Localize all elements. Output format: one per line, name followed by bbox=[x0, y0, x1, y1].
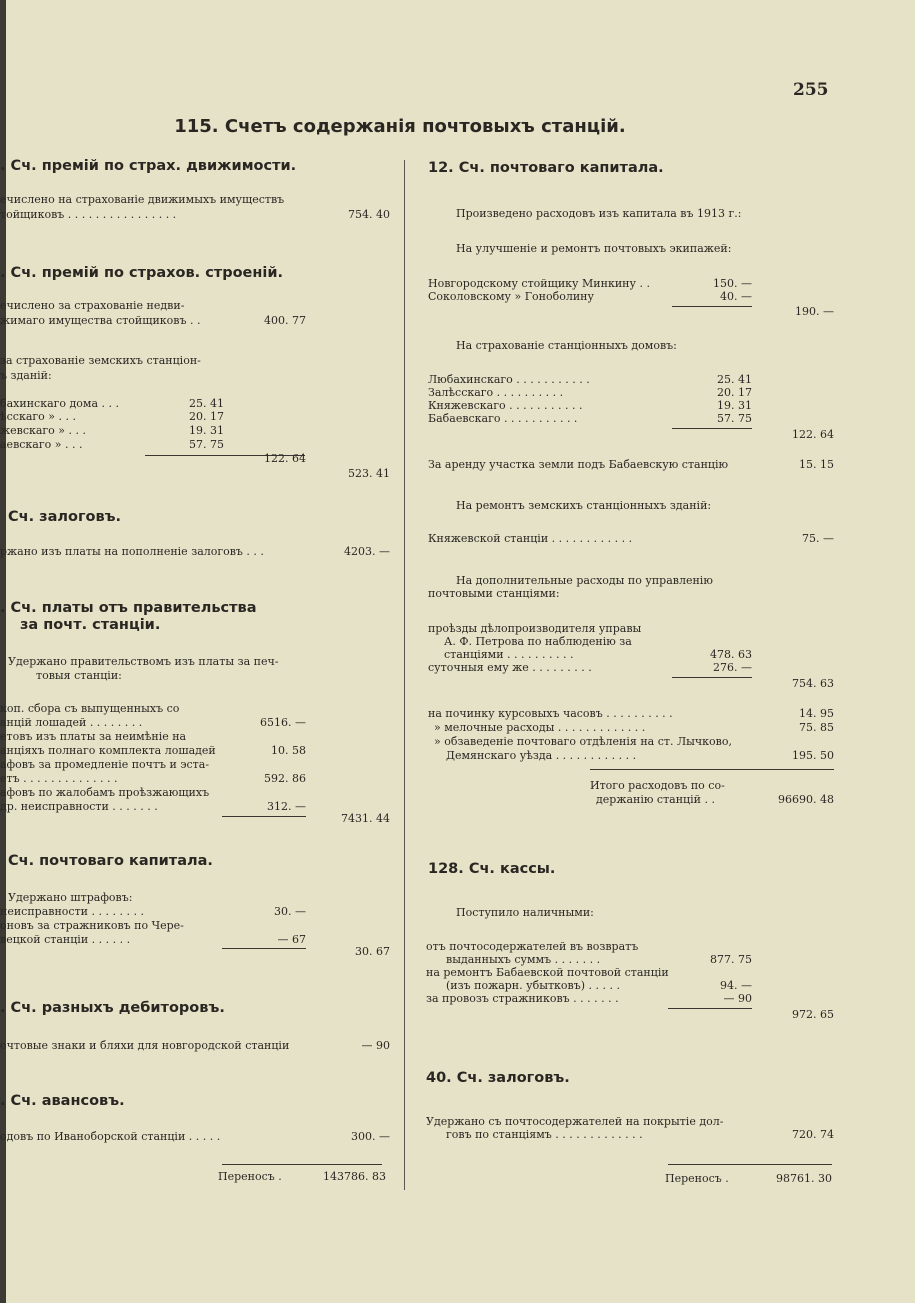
amount: 592. 86 bbox=[264, 772, 306, 785]
sum-rule bbox=[668, 1008, 752, 1009]
text-line: анціяхъ полнаго комплекта лошадей bbox=[0, 744, 216, 757]
amount: 25. 41 bbox=[717, 373, 752, 386]
text-line: за провозъ стражниковъ . . . . . . . bbox=[426, 992, 619, 1005]
text-line: Произведено расходовъ изъ капитала въ 1913 г.: bbox=[456, 207, 742, 220]
carry-rule bbox=[668, 1164, 832, 1165]
sum-rule bbox=[672, 306, 752, 307]
text-line: етовъ изъ платы за неимѣніе на bbox=[0, 730, 187, 743]
amount: 57. 75 bbox=[189, 438, 224, 451]
amount: 75. — bbox=[802, 532, 834, 545]
amount: 75. 85 bbox=[799, 721, 834, 734]
sum-rule bbox=[590, 769, 834, 770]
section-heading: 40. Сч. залоговъ. bbox=[426, 1070, 570, 1086]
sum-rule bbox=[672, 677, 752, 678]
amount: 57. 75 bbox=[717, 412, 752, 425]
text-line: тойщиковъ . . . . . . . . . . . . . . . . bbox=[0, 208, 177, 221]
page-number: 255 bbox=[793, 80, 829, 100]
amount: 300. — bbox=[351, 1130, 390, 1143]
amount: 150. — bbox=[713, 277, 752, 290]
section-heading: 128. Сч. кассы. bbox=[428, 861, 556, 877]
text-line: ъ зданій: bbox=[0, 369, 52, 382]
carry-rule bbox=[222, 1164, 382, 1165]
text-line: очтовые знаки и бляхи для новгородской станціи bbox=[0, 1039, 290, 1052]
section-heading: Сч. залоговъ. bbox=[8, 509, 122, 525]
text-line: вецкой станціи . . . . . . bbox=[0, 933, 131, 946]
amount: 312. — bbox=[267, 800, 306, 813]
carry-label: Переносъ . bbox=[218, 1170, 282, 1183]
text-line: Соколовскому » Гоноболину bbox=[428, 290, 594, 303]
text-line: неисправности . . . . . . . . bbox=[0, 905, 144, 918]
text-line: анцій лошадей . . . . . . . . bbox=[0, 716, 143, 729]
amount: 195. 50 bbox=[792, 749, 834, 762]
amount: 877. 75 bbox=[710, 953, 752, 966]
amount: — 90 bbox=[723, 992, 752, 1005]
amount: 94. — bbox=[720, 979, 752, 992]
amount: 754. 40 bbox=[348, 208, 390, 221]
text-line: отъ почтосодержателей въ возвратъ bbox=[426, 940, 639, 953]
carry-value: 143786. 83 bbox=[323, 1170, 386, 1183]
text-line: проѣзды дѣлопроизводителя управы bbox=[428, 622, 642, 635]
subtotal: 754. 63 bbox=[792, 677, 834, 690]
carry-label: Переносъ . bbox=[665, 1172, 729, 1185]
total: 972. 65 bbox=[792, 1008, 834, 1021]
subtotal: 122. 64 bbox=[264, 452, 306, 465]
amount: — 90 bbox=[361, 1039, 390, 1052]
amount: 20. 17 bbox=[717, 386, 752, 399]
text-line: На ремонтъ земскихъ станціонныхъ зданій: bbox=[456, 499, 712, 512]
sum-rule bbox=[222, 816, 306, 817]
text-line: держанію станцій . . bbox=[596, 793, 715, 806]
text-line: етъ . . . . . . . . . . . . . . bbox=[0, 772, 118, 785]
amount: 400. 77 bbox=[264, 314, 306, 327]
text-line: » мелочные расходы . . . . . . . . . . . . . bbox=[434, 721, 646, 734]
text-line: станціями . . . . . . . . . . bbox=[444, 648, 574, 661]
text-line: На страхованіе станціонныхъ домовъ: bbox=[456, 339, 677, 352]
amount: 478. 63 bbox=[710, 648, 752, 661]
section-heading: . Сч. премій по страхов. строеній. bbox=[0, 265, 284, 281]
text-line: На дополнительные расходы по управленію bbox=[456, 574, 713, 587]
section-heading: 12. Сч. почтоваго капитала. bbox=[428, 160, 664, 176]
section-heading: . Сч. платы отъ правительства bbox=[0, 600, 257, 616]
text-line: выданныхъ суммъ . . . . . . . bbox=[446, 953, 601, 966]
sum-rule bbox=[222, 948, 306, 949]
total: 96690. 48 bbox=[778, 793, 834, 806]
amount: 19. 31 bbox=[189, 424, 224, 437]
total: 7431. 44 bbox=[341, 812, 390, 825]
text-line: » обзаведеніе почтоваго отдѣленія на ст. Лычково, bbox=[434, 735, 732, 748]
amount: 720. 74 bbox=[792, 1128, 834, 1141]
text-line: Удержано съ почтосодержателей на покрытіе дол- bbox=[426, 1115, 724, 1128]
amount: 30. — bbox=[274, 905, 306, 918]
amount: 19. 31 bbox=[717, 399, 752, 412]
text-line: Удержано штрафовъ: bbox=[8, 891, 133, 904]
text-line: ѣсскаго » . . . bbox=[0, 410, 76, 423]
text-line: жевскаго » . . . bbox=[0, 424, 87, 437]
text-line: за страхованіе земскихъ станціон- bbox=[0, 354, 201, 367]
text-line: Залѣсскаго . . . . . . . . . . bbox=[428, 386, 564, 399]
section-heading: Сч. почтоваго капитала. bbox=[8, 853, 213, 869]
column-divider bbox=[404, 160, 405, 1190]
page-title: 115. Счетъ содержанія почтовыхъ станцій. bbox=[174, 116, 626, 137]
section-heading: . Сч. премій по страх. движимости. bbox=[0, 158, 297, 174]
sum-rule bbox=[672, 428, 752, 429]
text-line: А. Ф. Петрова по наблюденію за bbox=[444, 635, 632, 648]
text-line: Княжевской станціи . . . . . . . . . . . . bbox=[428, 532, 633, 545]
subtotal: 122. 64 bbox=[792, 428, 834, 441]
amount: — 67 bbox=[277, 933, 306, 946]
text-line: одовъ по Иваноборской станціи . . . . . bbox=[0, 1130, 221, 1143]
text-line: коп. сбора съ выпущенныхъ со bbox=[0, 702, 180, 715]
text-line: ечислено на страхованіе движимыхъ имуществъ bbox=[0, 193, 285, 206]
text-line: на починку курсовыхъ часовъ . . . . . . . . . . bbox=[428, 707, 673, 720]
text-line: говъ по станціямъ . . . . . . . . . . . . . bbox=[446, 1128, 643, 1141]
text-line: За аренду участка земли подъ Бабаевскую станцію bbox=[428, 458, 729, 471]
amount: 4203. — bbox=[344, 545, 390, 558]
total: 523. 41 bbox=[348, 467, 390, 480]
text-line: (изъ пожарн. убытковъ) . . . . . bbox=[446, 979, 620, 992]
amount: 276. — bbox=[713, 661, 752, 674]
text-line: Княжевскаго . . . . . . . . . . . bbox=[428, 399, 583, 412]
text-line: На улучшеніе и ремонтъ почтовыхъ экипажей: bbox=[456, 242, 732, 255]
text-line: оновъ за стражниковъ по Чере- bbox=[0, 919, 184, 932]
amount: 40. — bbox=[720, 290, 752, 303]
amount: 6516. — bbox=[260, 716, 306, 729]
text-line: Демянскаго уѣзда . . . . . . . . . . . . bbox=[446, 749, 637, 762]
section-heading: за почт. станціи. bbox=[20, 617, 161, 633]
amount: 25. 41 bbox=[189, 397, 224, 410]
text-line: Новгородскому стойщику Минкину . . bbox=[428, 277, 650, 290]
text-line: ржано изъ платы на пополненіе залоговъ . . . bbox=[0, 545, 264, 558]
carry-value: 98761. 30 bbox=[776, 1172, 832, 1185]
text-line: Поступило наличными: bbox=[456, 906, 594, 919]
text-line: почтовыми станціями: bbox=[428, 587, 560, 600]
text-line: Любахинскаго . . . . . . . . . . . bbox=[428, 373, 590, 386]
text-line: на ремонтъ Бабаевской почтовой станціи bbox=[426, 966, 669, 979]
section-heading: . Сч. разныхъ дебиторовъ. bbox=[0, 1000, 225, 1016]
text-line: афовъ за промедленіе почтъ и эста- bbox=[0, 758, 210, 771]
text-line: ечислено за страхованіе недви- bbox=[0, 299, 185, 312]
text-line: др. неисправности . . . . . . . bbox=[0, 800, 158, 813]
amount: 14. 95 bbox=[799, 707, 834, 720]
section-heading: . Сч. авансовъ. bbox=[0, 1093, 125, 1109]
amount: 20. 17 bbox=[189, 410, 224, 423]
amount: 10. 58 bbox=[271, 744, 306, 757]
text-line: Бабаевскаго . . . . . . . . . . . bbox=[428, 412, 578, 425]
text-line: бахинскаго дома . . . bbox=[0, 397, 120, 410]
text-line: аевскаго » . . . bbox=[0, 438, 83, 451]
text-line: Итого расходовъ по со- bbox=[590, 779, 725, 792]
total: 30. 67 bbox=[355, 945, 390, 958]
text-line: афовъ по жалобамъ проѣзжающихъ bbox=[0, 786, 210, 799]
text-line: Удержано правительствомъ изъ платы за печ- bbox=[8, 655, 279, 668]
amount: 15. 15 bbox=[799, 458, 834, 471]
subtotal: 190. — bbox=[795, 305, 834, 318]
text-line: жимаго имущества стойщиковъ . . bbox=[0, 314, 201, 327]
text-line: товыя станціи: bbox=[36, 669, 122, 682]
text-line: суточныя ему же . . . . . . . . . bbox=[428, 661, 592, 674]
